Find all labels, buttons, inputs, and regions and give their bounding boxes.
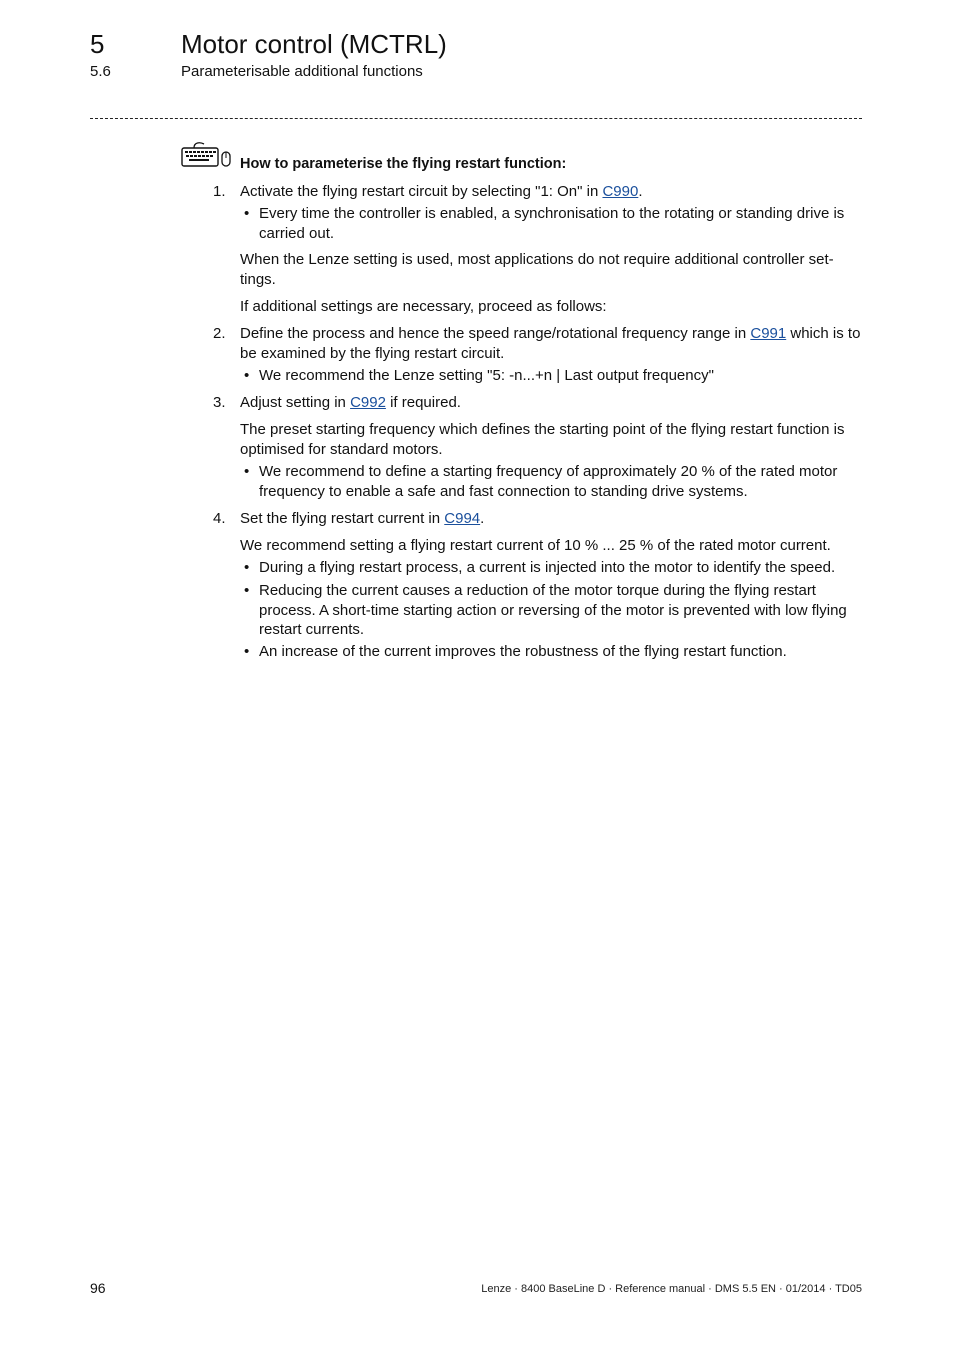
link-c991[interactable]: C991 <box>750 325 787 342</box>
bullet-icon: • <box>244 205 250 222</box>
section-title: Parameterisable additional functions <box>181 63 423 80</box>
step-text-end: which is to be examined by the flying restart circuit. <box>240 325 861 362</box>
bullet-icon: • <box>244 463 250 480</box>
bullet-text: An increase of the current improves the robustness of the flying restart function. <box>259 643 787 660</box>
step-3 <box>213 393 864 413</box>
paragraph: When the Lenze setting is used, most applications do not require additional controller set-tings. <box>240 251 834 288</box>
link-c992[interactable]: C992 <box>350 394 386 411</box>
bullet-text: We recommend to define a starting frequency of approximately 20 % of the rated motor frequency to enable a safe and fast connection to standing drive systems. <box>259 463 838 500</box>
step-text-start: Adjust setting in <box>240 394 351 411</box>
bullet-icon: • <box>244 582 250 599</box>
bullet-text: During a flying restart process, a current is injected into the motor to identify the speed. <box>259 559 836 576</box>
step-text <box>240 324 864 363</box>
chapter-title: Motor control (MCTRL) <box>181 29 447 59</box>
step-text-end: if required. <box>385 394 461 411</box>
paragraph: The preset starting frequency which defines the starting point of the flying restart function is optimised for standard motors. <box>240 421 845 458</box>
paragraph: If additional settings are necessary, proceed as follows: <box>240 298 607 315</box>
link-c990[interactable]: C990 <box>602 183 639 200</box>
header-divider <box>90 118 862 119</box>
step-text-start: Set the flying restart current in <box>240 510 445 527</box>
bullet-icon: • <box>244 367 250 384</box>
step-number: 3. <box>213 394 226 411</box>
bullet-icon: • <box>244 643 250 660</box>
step-number: 1. <box>213 183 226 200</box>
step-text <box>240 509 864 529</box>
step-text <box>240 393 864 413</box>
chapter-number: 5 <box>90 29 105 59</box>
step-text-start: Define the process and hence the speed range/rotational frequency range in <box>240 325 751 342</box>
howto-heading: How to parameterise the flying restart function: <box>240 156 567 172</box>
keyboard-mouse-icon <box>180 140 234 170</box>
bullet-text: Reducing the current causes a reduction of the motor torque during the flying restart process. A short-time starting action or reversing of the motor is prevented with low flying restart currents. <box>259 582 847 638</box>
step-4 <box>213 509 864 529</box>
document-info: Lenze · 8400 BaseLine D · Reference manual · DMS 5.5 EN · 01/2014 · TD05 <box>481 1283 862 1295</box>
step-number: 4. <box>213 510 226 527</box>
step-text <box>240 182 864 202</box>
paragraph: We recommend setting a flying restart current of 10 % ... 25 % of the rated motor current. <box>240 537 831 554</box>
step-text-end: . <box>480 510 485 527</box>
step-text-start: Activate the flying restart circuit by selecting "1: On" in <box>240 183 603 200</box>
page-number: 96 <box>90 1280 106 1296</box>
bullet-text: We recommend the Lenze setting "5: -n...+n | Last output frequency" <box>259 367 714 384</box>
step-1 <box>213 182 864 202</box>
step-number: 2. <box>213 325 226 342</box>
section-number: 5.6 <box>90 63 111 80</box>
step-2 <box>213 324 864 363</box>
bullet-text: Every time the controller is enabled, a synchronisation to the rotating or standing drive is carried out. <box>259 205 845 242</box>
link-c994[interactable]: C994 <box>444 510 481 527</box>
bullet-icon: • <box>244 559 250 576</box>
step-text-end: . <box>638 183 643 200</box>
